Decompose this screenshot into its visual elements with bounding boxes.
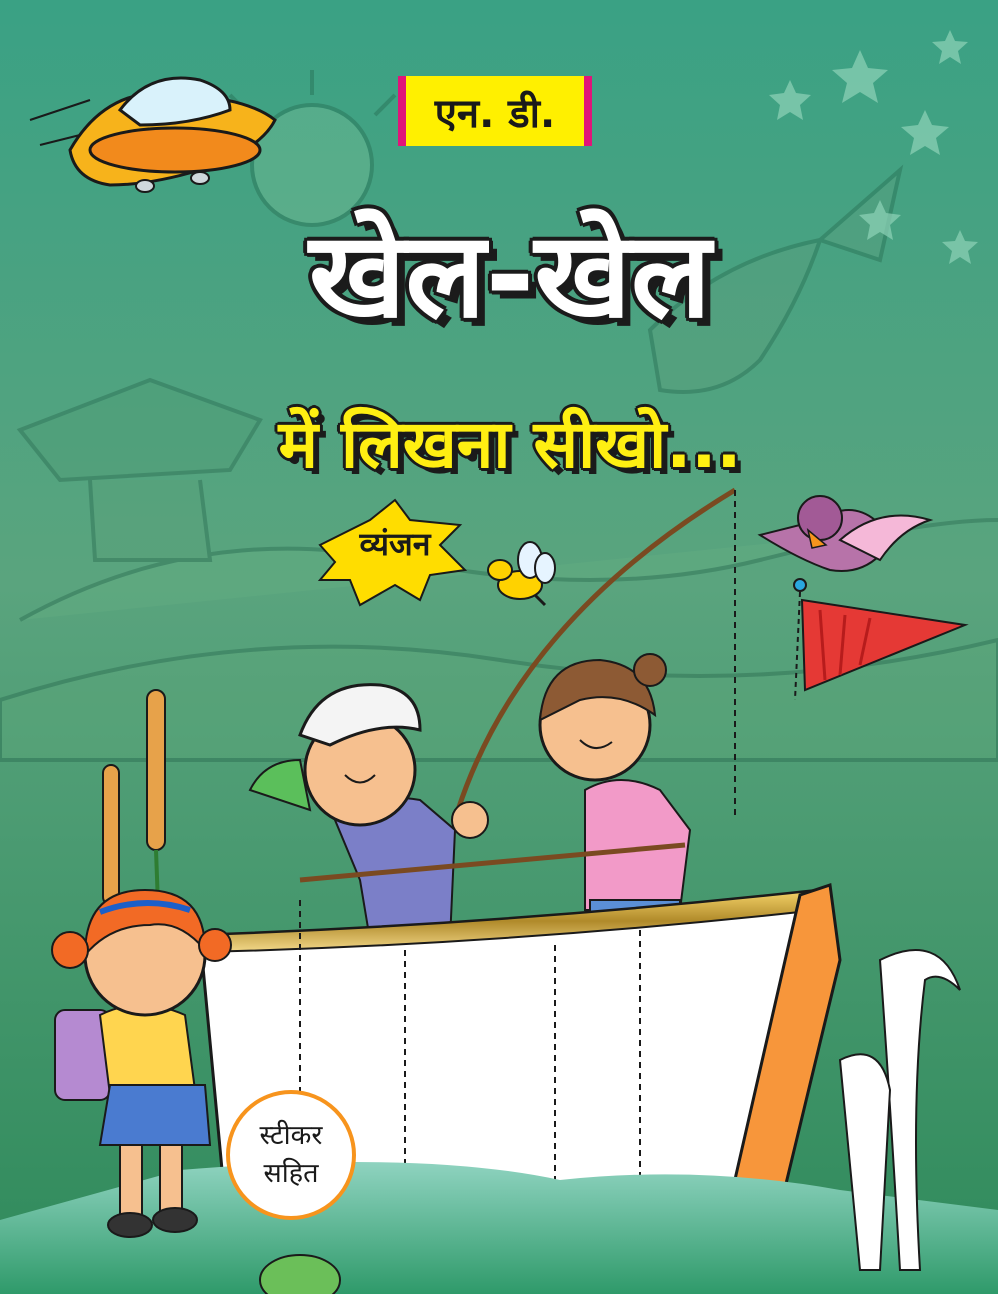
book-title: खेल-खेल xyxy=(308,206,712,344)
sticker-line-2: सहित xyxy=(263,1158,319,1189)
book-subtitle: में लिखना सीखो... xyxy=(278,406,742,483)
publisher-badge xyxy=(398,76,592,146)
publisher-label: एन. डी. xyxy=(434,90,556,137)
sticker-badge xyxy=(226,1090,356,1220)
category-label: व्यंजन xyxy=(359,525,431,563)
sticker-line-1: स्टीकर xyxy=(259,1120,323,1151)
